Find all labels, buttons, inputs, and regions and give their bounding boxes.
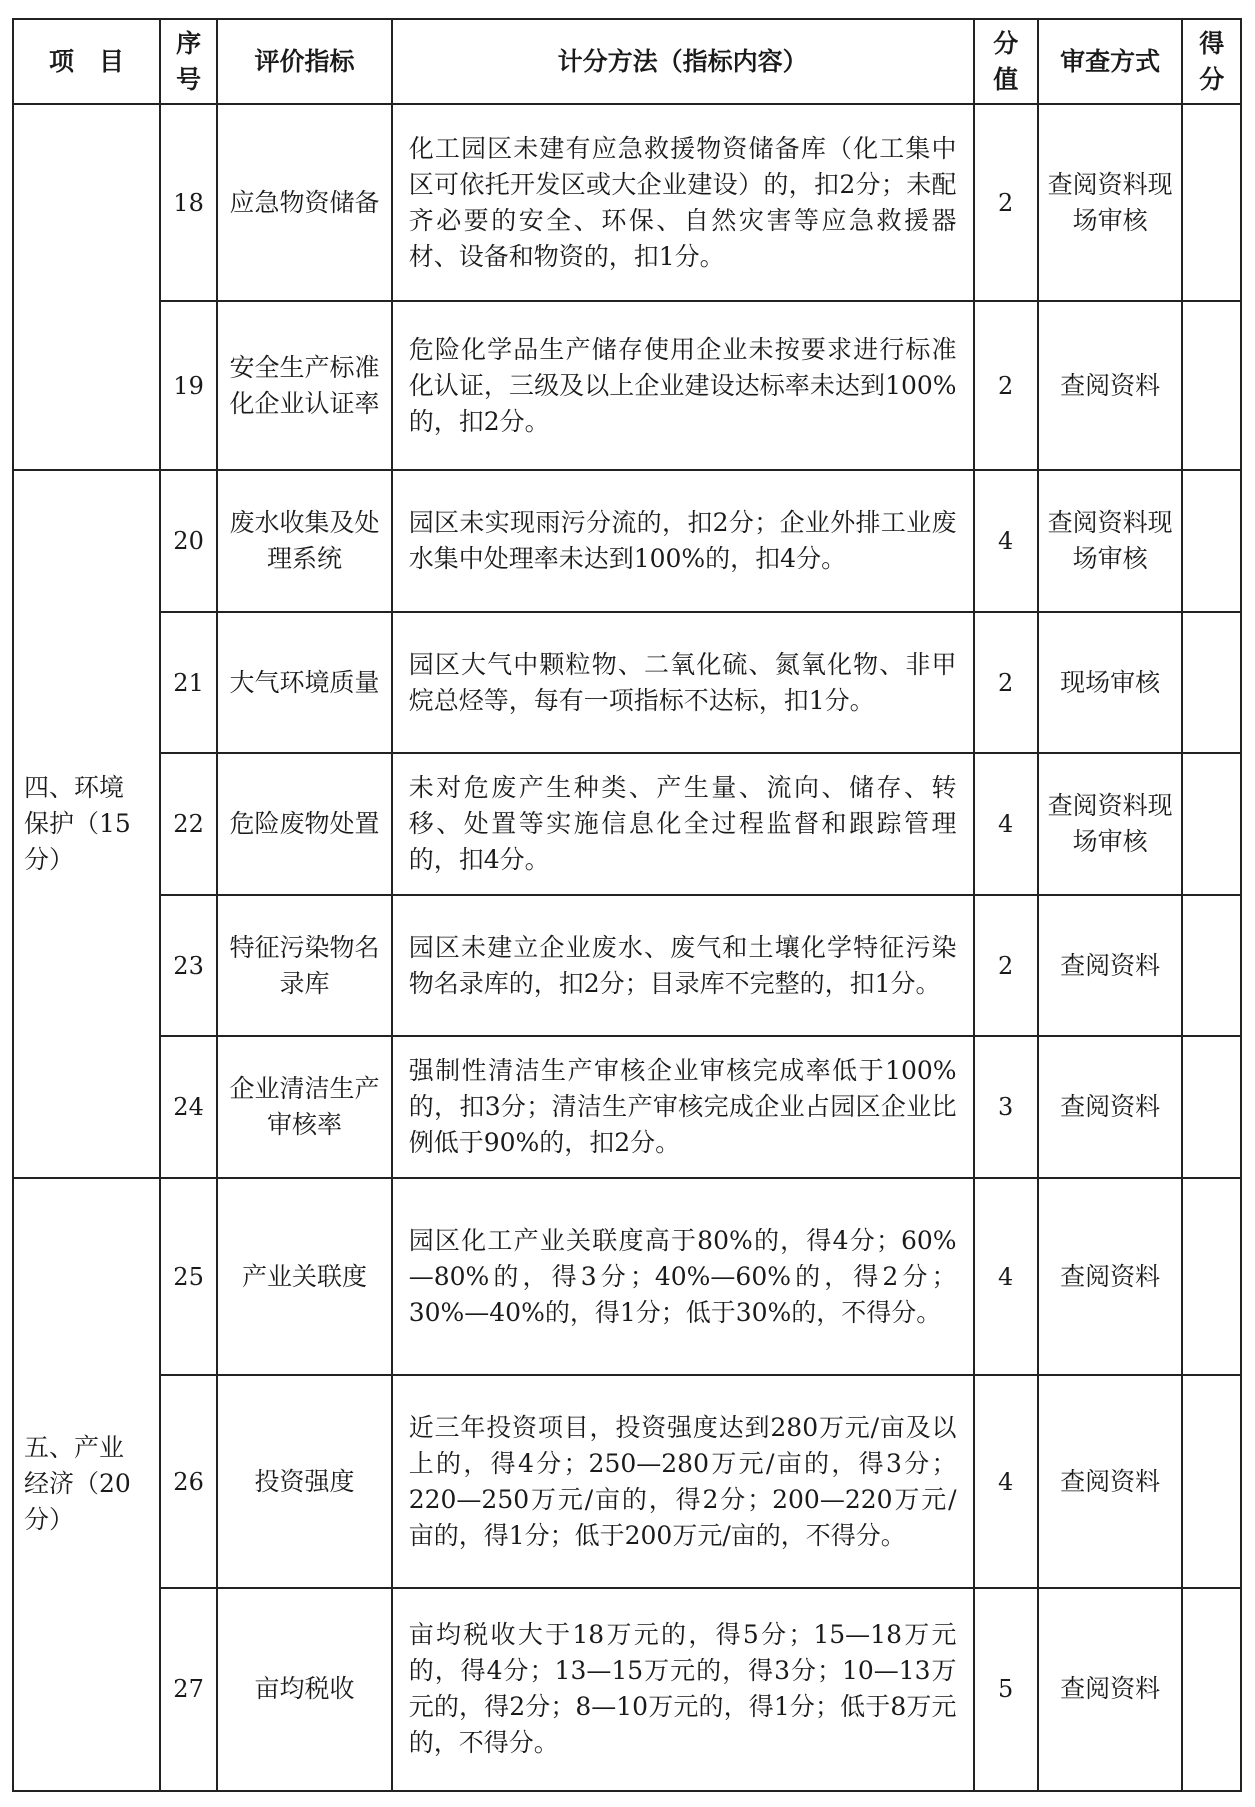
indicator-cell: 亩均税收 <box>217 1588 391 1791</box>
method-cell: 园区化工产业关联度高于80%的，得4分；60%—80%的，得3分；40%—60%的，得2分；30%—40%的，得1分；低于30%的，不得分。 <box>392 1178 974 1376</box>
review-cell: 查阅资料现场审核 <box>1038 104 1183 301</box>
header-got: 得 分 <box>1182 19 1241 104</box>
seq-cell: 26 <box>160 1375 217 1587</box>
got-cell <box>1182 612 1241 753</box>
review-cell: 查阅资料 <box>1038 1178 1183 1376</box>
header-indicator: 评价指标 <box>217 19 391 104</box>
review-cell: 查阅资料现场审核 <box>1038 753 1183 894</box>
table-row <box>13 470 1241 611</box>
seq-cell: 20 <box>160 470 217 611</box>
indicator-cell: 安全生产标准化企业认证率 <box>217 301 391 471</box>
method-cell: 园区大气中颗粒物、二氧化硫、氮氧化物、非甲烷总烃等，每有一项指标不达标，扣1分。 <box>392 612 974 753</box>
got-cell <box>1182 470 1241 611</box>
seq-cell: 24 <box>160 1036 217 1177</box>
header-method: 计分方法（指标内容） <box>392 19 974 104</box>
indicator-cell: 大气环境质量 <box>217 612 391 753</box>
score-cell: 4 <box>974 1375 1038 1587</box>
seq-cell: 25 <box>160 1178 217 1376</box>
seq-cell: 22 <box>160 753 217 894</box>
got-cell <box>1182 895 1241 1036</box>
got-cell <box>1182 301 1241 471</box>
seq-cell: 19 <box>160 301 217 471</box>
got-cell <box>1182 1375 1241 1587</box>
table-row <box>13 895 1241 1036</box>
table-row <box>13 1375 1241 1587</box>
table-row <box>13 753 1241 894</box>
got-cell <box>1182 1036 1241 1177</box>
seq-cell: 27 <box>160 1588 217 1791</box>
seq-cell: 21 <box>160 612 217 753</box>
method-cell: 近三年投资项目，投资强度达到280万元/亩及以上的，得4分；250—280万元/亩的，得3分；220—250万元/亩的，得2分；200—220万元/亩的，得1分；低于200万元/亩的，不得分。 <box>392 1375 974 1587</box>
score-cell: 5 <box>974 1588 1038 1791</box>
evaluation-table <box>12 18 1242 1792</box>
method-cell: 园区未实现雨污分流的，扣2分；企业外排工业废水集中处理率未达到100%的，扣4分。 <box>392 470 974 611</box>
method-cell: 亩均税收大于18万元的，得5分；15—18万元的，得4分；13—15万元的，得3分；10—13万元的，得2分；8—10万元的，得1分；低于8万元的，不得分。 <box>392 1588 974 1791</box>
method-cell: 园区未建立企业废水、废气和土壤化学特征污染物名录库的，扣2分；目录库不完整的，扣1分。 <box>392 895 974 1036</box>
method-cell: 未对危废产生种类、产生量、流向、储存、转移、处置等实施信息化全过程监督和跟踪管理的，扣4分。 <box>392 753 974 894</box>
indicator-cell: 危险废物处置 <box>217 753 391 894</box>
header-row <box>13 19 1241 104</box>
indicator-cell: 特征污染物名录库 <box>217 895 391 1036</box>
method-cell: 强制性清洁生产审核企业审核完成率低于100%的，扣3分；清洁生产审核完成企业占园区企业比例低于90%的，扣2分。 <box>392 1036 974 1177</box>
got-cell <box>1182 1178 1241 1376</box>
review-cell: 查阅资料现场审核 <box>1038 470 1183 611</box>
table-row <box>13 1036 1241 1177</box>
score-cell: 3 <box>974 1036 1038 1177</box>
score-cell: 4 <box>974 470 1038 611</box>
review-cell: 现场审核 <box>1038 612 1183 753</box>
score-cell: 4 <box>974 1178 1038 1376</box>
indicator-cell: 投资强度 <box>217 1375 391 1587</box>
seq-cell: 23 <box>160 895 217 1036</box>
got-cell <box>1182 1588 1241 1791</box>
review-cell: 查阅资料 <box>1038 301 1183 471</box>
score-cell: 2 <box>974 612 1038 753</box>
got-cell <box>1182 104 1241 301</box>
method-cell: 危险化学品生产储存使用企业未按要求进行标准化认证，三级及以上企业建设达标率未达到100%的，扣2分。 <box>392 301 974 471</box>
score-cell: 2 <box>974 104 1038 301</box>
table-row <box>13 1588 1241 1791</box>
header-category: 项 目 <box>13 19 160 104</box>
score-cell: 2 <box>974 895 1038 1036</box>
seq-cell: 18 <box>160 104 217 301</box>
header-score: 分 值 <box>974 19 1038 104</box>
category-environment: 四、环境保护（15分） <box>13 470 160 1177</box>
review-cell: 查阅资料 <box>1038 895 1183 1036</box>
category-cell-empty <box>13 104 160 470</box>
review-cell: 查阅资料 <box>1038 1375 1183 1587</box>
indicator-cell: 企业清洁生产审核率 <box>217 1036 391 1177</box>
table-row <box>13 104 1241 301</box>
score-cell: 4 <box>974 753 1038 894</box>
category-economy: 五、产业经济（20分） <box>13 1178 160 1791</box>
review-cell: 查阅资料 <box>1038 1036 1183 1177</box>
header-review: 审查方式 <box>1038 19 1183 104</box>
header-seq: 序 号 <box>160 19 217 104</box>
table-row <box>13 1178 1241 1376</box>
got-cell <box>1182 753 1241 894</box>
table-row <box>13 612 1241 753</box>
table-row <box>13 301 1241 471</box>
indicator-cell: 产业关联度 <box>217 1178 391 1376</box>
method-cell: 化工园区未建有应急救援物资储备库（化工集中区可依托开发区或大企业建设）的，扣2分；未配齐必要的安全、环保、自然灾害等应急救援器材、设备和物资的，扣1分。 <box>392 104 974 301</box>
score-cell: 2 <box>974 301 1038 471</box>
indicator-cell: 废水收集及处理系统 <box>217 470 391 611</box>
indicator-cell: 应急物资储备 <box>217 104 391 301</box>
review-cell: 查阅资料 <box>1038 1588 1183 1791</box>
